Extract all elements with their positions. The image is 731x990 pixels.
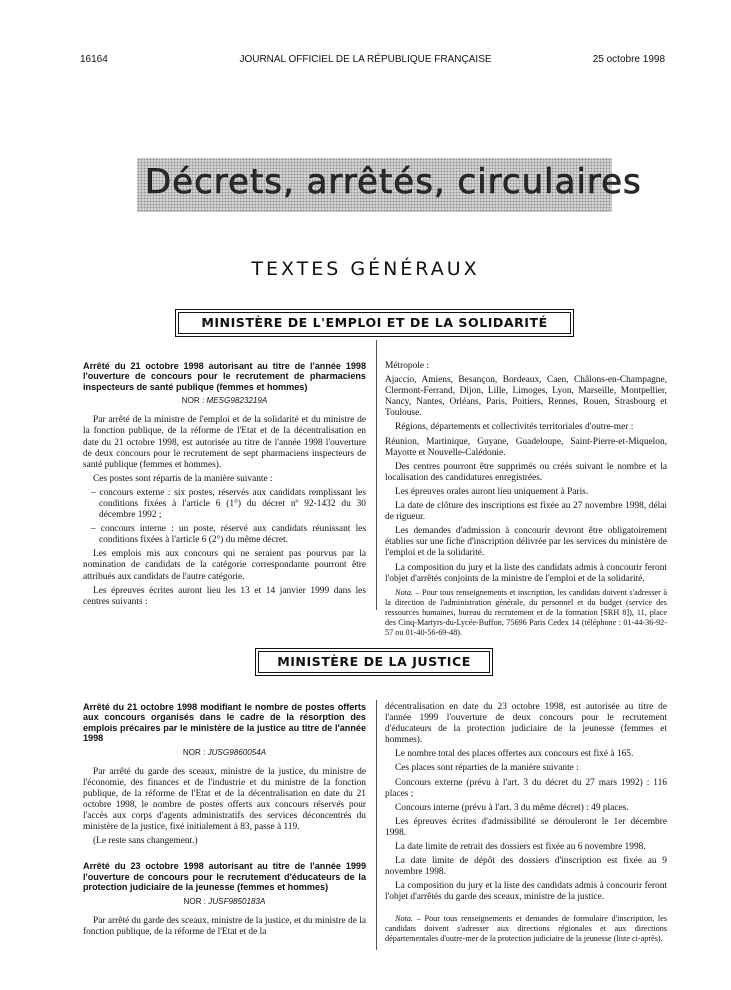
article-title: Arrêté du 21 octobre 1998 modifiant le nombre de postes offerts aux concours organisés dans le cadre de la résorption des emplois précaires par le ministère de la justice au titre de l'année 1998 [83,702,366,744]
paragraph: La composition du jury et la liste des candidats admis à concourir feront l'objet d'arrêtés du garde des sceaux, ministre de la justice. [385,881,667,903]
article-title: Arrêté du 23 octobre 1998 autorisant au titre de l'année 1999 l'ouverture de concours pour le recrutement d'éducateurs de la protection judiciaire de la jeunesse (femmes et hommes) [83,861,366,893]
column-divider [376,340,377,610]
paragraph: Régions, départements et collectivités territoriales d'outre-mer : [395,422,634,433]
paragraph: Les épreuves écrites auront lieu les 13 et 14 janvier 1999 dans les centres suivants : [83,585,366,607]
nor-reference: NOR : MESG9823219A [181,396,268,406]
paragraph: Des centres pourront être supprimés ou créés suivant le nombre et la localisation des candidatures enregistrées. [385,461,667,483]
paragraph: décentralisation en date du 23 octobre 1998, est autorisée au titre de l'année 1999 l'ouverture de deux concours pour le recrutement d'éducateurs de la protection judiciaire de la jeunesse (femmes et hommes). [385,702,667,746]
column-divider [376,700,377,950]
article-pharmaciens [83,361,366,611]
paragraph: Réunion, Martinique, Guyane, Guadeloupe, Saint-Pierre-et-Miquelon, Mayotte et Nouvelle-Calédonie. [385,436,667,458]
nota: Nota. – Pour tous renseignements et demandes de formulaire d'inscription, les candidats doivent s'adresser aux directions régionales et aux directions départementales d'outre-mer de la protection judiciaire de la jeunesse (liste ci-après). [385,913,668,943]
article-title: Arrêté du 21 octobre 1998 autorisant au titre de l'année 1998 l'ouverture de concours pour le recrutement de pharmaciens inspecteurs de santé publique (femmes et hommes) [83,361,366,392]
paragraph: Ces places sont réparties de la manière suivante : [395,763,579,774]
ministry-title: MINISTÈRE DE L'EMPLOI ET DE LA SOLIDARITÉ [178,312,571,334]
paragraph: La date limite de retrait des dossiers est fixée au 6 novembre 1998. [395,842,646,853]
ministry-box-justice [255,648,493,676]
articles-justice [83,702,366,941]
paragraph: La date de clôture des inscriptions est fixée au 27 novembre 1998, délai de rigueur. [385,501,667,523]
paragraph: Les épreuves écrites d'admissibilité se dérouleront le 1er décembre 1998. [385,816,667,838]
nor-reference: NOR : JUSG9860054A [182,747,267,757]
paragraph: Le nombre total des places offertes aux concours est fixé à 165. [395,749,634,760]
section-banner [137,158,642,212]
paragraph: La composition du jury et la liste des candidats admis à concourir feront l'objet d'arrêtés conjoints de la ministre de l'emploi et de la solidarité. [385,562,667,584]
ministry-box-emploi [175,309,574,337]
paragraph: La date limite de dépôt des dossiers d'inscription est fixée au 9 novembre 1998. [385,856,667,878]
ministry-title: MINISTÈRE DE LA JUSTICE [258,651,490,673]
paragraph: Par arrêté du garde des sceaux, ministre de la justice, et du ministre de la fonction publique, de la réforme de l'Etat et de la [83,915,366,937]
paragraph: Les épreuves orales auront lieu uniquement à Paris. [395,486,589,497]
section-title: TEXTES GÉNÉRAUX [251,258,480,280]
paragraph: (Le reste sans changement.) [93,836,198,847]
list-item: – concours interne : un poste, réservé aux candidats réunissant les conditions fixées à l'article 6 (2°) du même décret. [91,524,366,546]
paragraph: Ajaccio, Amiens, Besançon, Bordeaux, Caen, Châlons-en-Champagne, Clermont-Ferrand, Dijon, Lille, Limoges, Lyon, Marseille, Montpellier, Nancy, Nantes, Orléans, Paris, Poitiers, Rennes, Rouen, Strasbourg et Toulouse. [385,375,667,419]
paragraph: Concours interne (prévu à l'art. 3 du même décret) : 49 places. [395,802,629,813]
article-educateurs-continued [385,702,667,947]
paragraph: Par arrêté du garde des sceaux, ministre de la justice, du ministre de l'économie, des finances et de l'industrie et du ministre de la fonction publique, de la réforme de l'Etat et de la décentralisation en date du 21 octobre 1998, le nombre de postes offerts aux concours réservés pour l'accès aux corps d'agents administratifs des services déconcentrés du ministère de la justice, fixé initialement à 83, passe à 119. [83,766,366,833]
paragraph: Concours externe (prévu à l'art. 3 du décret du 27 mars 1992) : 116 places ; [385,777,667,799]
paragraph: Ces postes sont répartis de la manière suivante : [93,473,273,484]
banner-title: Décrets, arrêtés, circulaires [145,162,642,202]
nota: Nota. – Pour tous renseignements et inscription, les candidats doivent s'adresser à la direction de l'administration générale, du personnel et du budget (service des ressources humaines, bureau du recrutement et de la formation [SRH 8]), 11, place des Cinq-Martyrs-du-Lycée-Buffon, 75696 Paris Cedex 14 (téléphone : 01-44-36-92-57 ou 01-40-56-69-48). [385,587,668,637]
paragraph: Les emplois mis aux concours qui ne seraient pas pourvus par la nomination de candidats de la catégorie correspondante pourront être attribués aux candidats de l'autre catégorie. [83,549,366,582]
paragraph: Métropole : [385,361,430,371]
issue-date: 25 octobre 1998 [592,54,665,65]
journal-title: JOURNAL OFFICIEL DE LA RÉPUBLIQUE FRANÇAISE [239,54,492,65]
article-pharmaciens-continued [385,361,667,641]
nor-reference: NOR : JUSF9850183A [183,896,266,906]
paragraph: Les demandes d'admission à concourir devront être obligatoirement établies sur une fiche d'inscription délivrée par les services du ministère de l'emploi et de la solidarité. [385,526,667,559]
page-number: 16164 [80,54,108,65]
paragraph: Par arrêté de la ministre de l'emploi et de la solidarité et du ministre de la fonction publique, de la réforme de l'Etat et de la décentralisation en date du 21 octobre 1998, est autorisée au titre de l'année 1998 l'ouverture de deux concours pour le recrutement de sept pharmaciens inspecteurs de santé publique (femmes et hommes). [83,415,366,470]
list-item: – concours externe : six postes, réservés aux candidats remplissant les conditions fixées à l'article 6 (1°) du décret nº 92-1432 du 30 décembre 1992 ; [91,487,366,521]
